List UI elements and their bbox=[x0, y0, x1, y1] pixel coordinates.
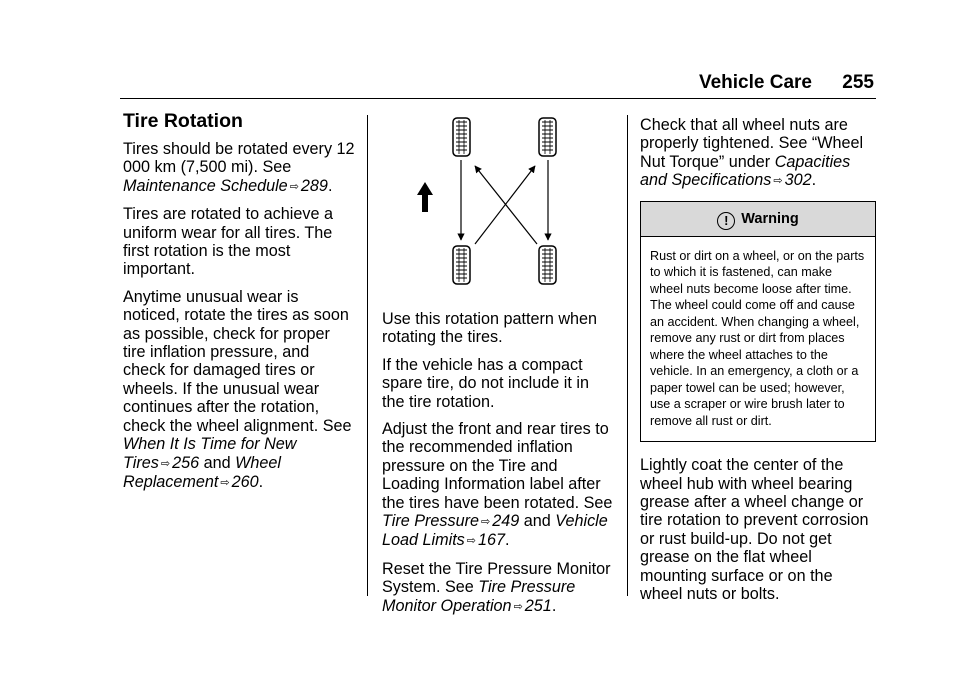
punctuation: . bbox=[551, 596, 557, 615]
reference-page[interactable]: 289 bbox=[300, 176, 328, 195]
page-arrow-icon: ⇨ bbox=[773, 175, 783, 188]
paragraph: Lightly coat the center of the wheel hub with wheel bearing grease after a wheel change or tire rotation to prevent corrosion or rust build-up. Do not get grease on the flat wheel mounting surface or on the wheel nuts or bolts. bbox=[640, 456, 869, 603]
cross-reference-link[interactable]: Tire Pressure Monitor Operation bbox=[382, 578, 576, 615]
paragraph bbox=[382, 560, 614, 616]
punctuation: . bbox=[811, 171, 817, 190]
column-divider bbox=[627, 115, 628, 596]
paragraph: Use this rotation pattern when rotating the tires. bbox=[382, 310, 598, 347]
reference-page[interactable]: 256 bbox=[172, 453, 200, 472]
tire-rear-right-icon bbox=[539, 246, 556, 284]
cross-reference-link[interactable]: Vehicle Load Limits bbox=[382, 512, 608, 550]
tire-rotation-diagram bbox=[415, 112, 575, 292]
forward-direction-icon bbox=[417, 182, 433, 212]
punctuation: . bbox=[327, 176, 333, 195]
paragraph-text: and bbox=[519, 512, 556, 531]
page-arrow-icon: ⇨ bbox=[466, 535, 476, 548]
section-heading: Tire Rotation bbox=[123, 110, 243, 132]
reference-page[interactable]: 167 bbox=[478, 531, 506, 550]
warning-box bbox=[640, 201, 876, 443]
page-number: 255 bbox=[842, 72, 874, 93]
punctuation: . bbox=[258, 472, 264, 491]
reference-page[interactable]: 260 bbox=[231, 472, 259, 491]
page-arrow-icon: ⇨ bbox=[513, 600, 523, 613]
page-arrow-icon: ⇨ bbox=[220, 476, 230, 489]
page-arrow-icon: ⇨ bbox=[481, 516, 491, 529]
section-title-header: Vehicle Care bbox=[698, 72, 812, 93]
column-left bbox=[123, 110, 355, 501]
paragraph bbox=[123, 288, 355, 492]
column-middle bbox=[382, 310, 614, 625]
punctuation: . bbox=[505, 531, 510, 550]
paragraph bbox=[382, 420, 614, 551]
warning-text: Rust or dirt on a wheel, or on the parts to which it is fastened, can make wheel nuts become loose after time. The wheel could come off and cause an accident. When changing a wheel, remove any rust or dirt from places where the wheel attaches to the vehicle. In an emergency, a cloth or a paper towel can be used; however, use a scraper or wire brush later to remove all rust or dirt. bbox=[650, 248, 865, 428]
paragraph-text: and bbox=[199, 453, 236, 472]
page-header bbox=[120, 72, 876, 99]
page-arrow-icon: ⇨ bbox=[289, 180, 299, 193]
cross-reference-link[interactable]: Capacities and Specifications bbox=[640, 152, 851, 190]
cross-reference-link[interactable]: Wheel Replacement bbox=[123, 453, 281, 491]
tire-rear-left-icon bbox=[453, 246, 470, 284]
paragraph-text: Reset the Tire Pressure Monitor System. See bbox=[382, 559, 611, 597]
cross-reference-link[interactable]: Maintenance Schedule bbox=[123, 176, 288, 195]
warning-icon: ! bbox=[717, 212, 735, 230]
cross-reference-link[interactable]: When It Is Time for New Tires bbox=[123, 435, 297, 472]
paragraph bbox=[123, 140, 355, 196]
paragraph-text: Tires should be rotated every 12 000 km (7,500 mi). See bbox=[123, 140, 355, 177]
reference-page[interactable]: 302 bbox=[784, 171, 812, 190]
paragraph-text: Adjust the front and rear tires to the recommended inflation pressure on the Tire and Loading Information label after the tires have been rotated. See bbox=[382, 420, 613, 512]
paragraph-text: Anytime unusual wear is noticed, rotate the tires as soon as possible, check for proper tire inflation pressure, and check for damaged tires or wheels. If the unusual wear continues after the rotation, check the wheel alignment. See bbox=[123, 287, 352, 435]
paragraph: Tires are rotated to achieve a uniform wear for all tires. The first rotation is the most important. bbox=[123, 205, 333, 279]
warning-title: Warning bbox=[741, 210, 799, 227]
cross-reference-link[interactable]: Tire Pressure bbox=[382, 512, 480, 531]
column-right bbox=[640, 116, 876, 612]
paragraph-text: Check that all wheel nuts are properly tightened. See “Wheel Nut Torque” under bbox=[640, 116, 864, 171]
reference-page[interactable]: 249 bbox=[492, 512, 520, 531]
tire-front-right-icon bbox=[539, 118, 556, 156]
warning-header bbox=[641, 202, 875, 237]
reference-page[interactable]: 251 bbox=[524, 596, 552, 615]
page-arrow-icon: ⇨ bbox=[160, 457, 171, 470]
column-divider bbox=[367, 115, 368, 596]
paragraph: If the vehicle has a compact spare tire, do not include it in the tire rotation. bbox=[382, 355, 589, 411]
paragraph bbox=[640, 116, 876, 191]
tire-front-left-icon bbox=[453, 118, 470, 156]
